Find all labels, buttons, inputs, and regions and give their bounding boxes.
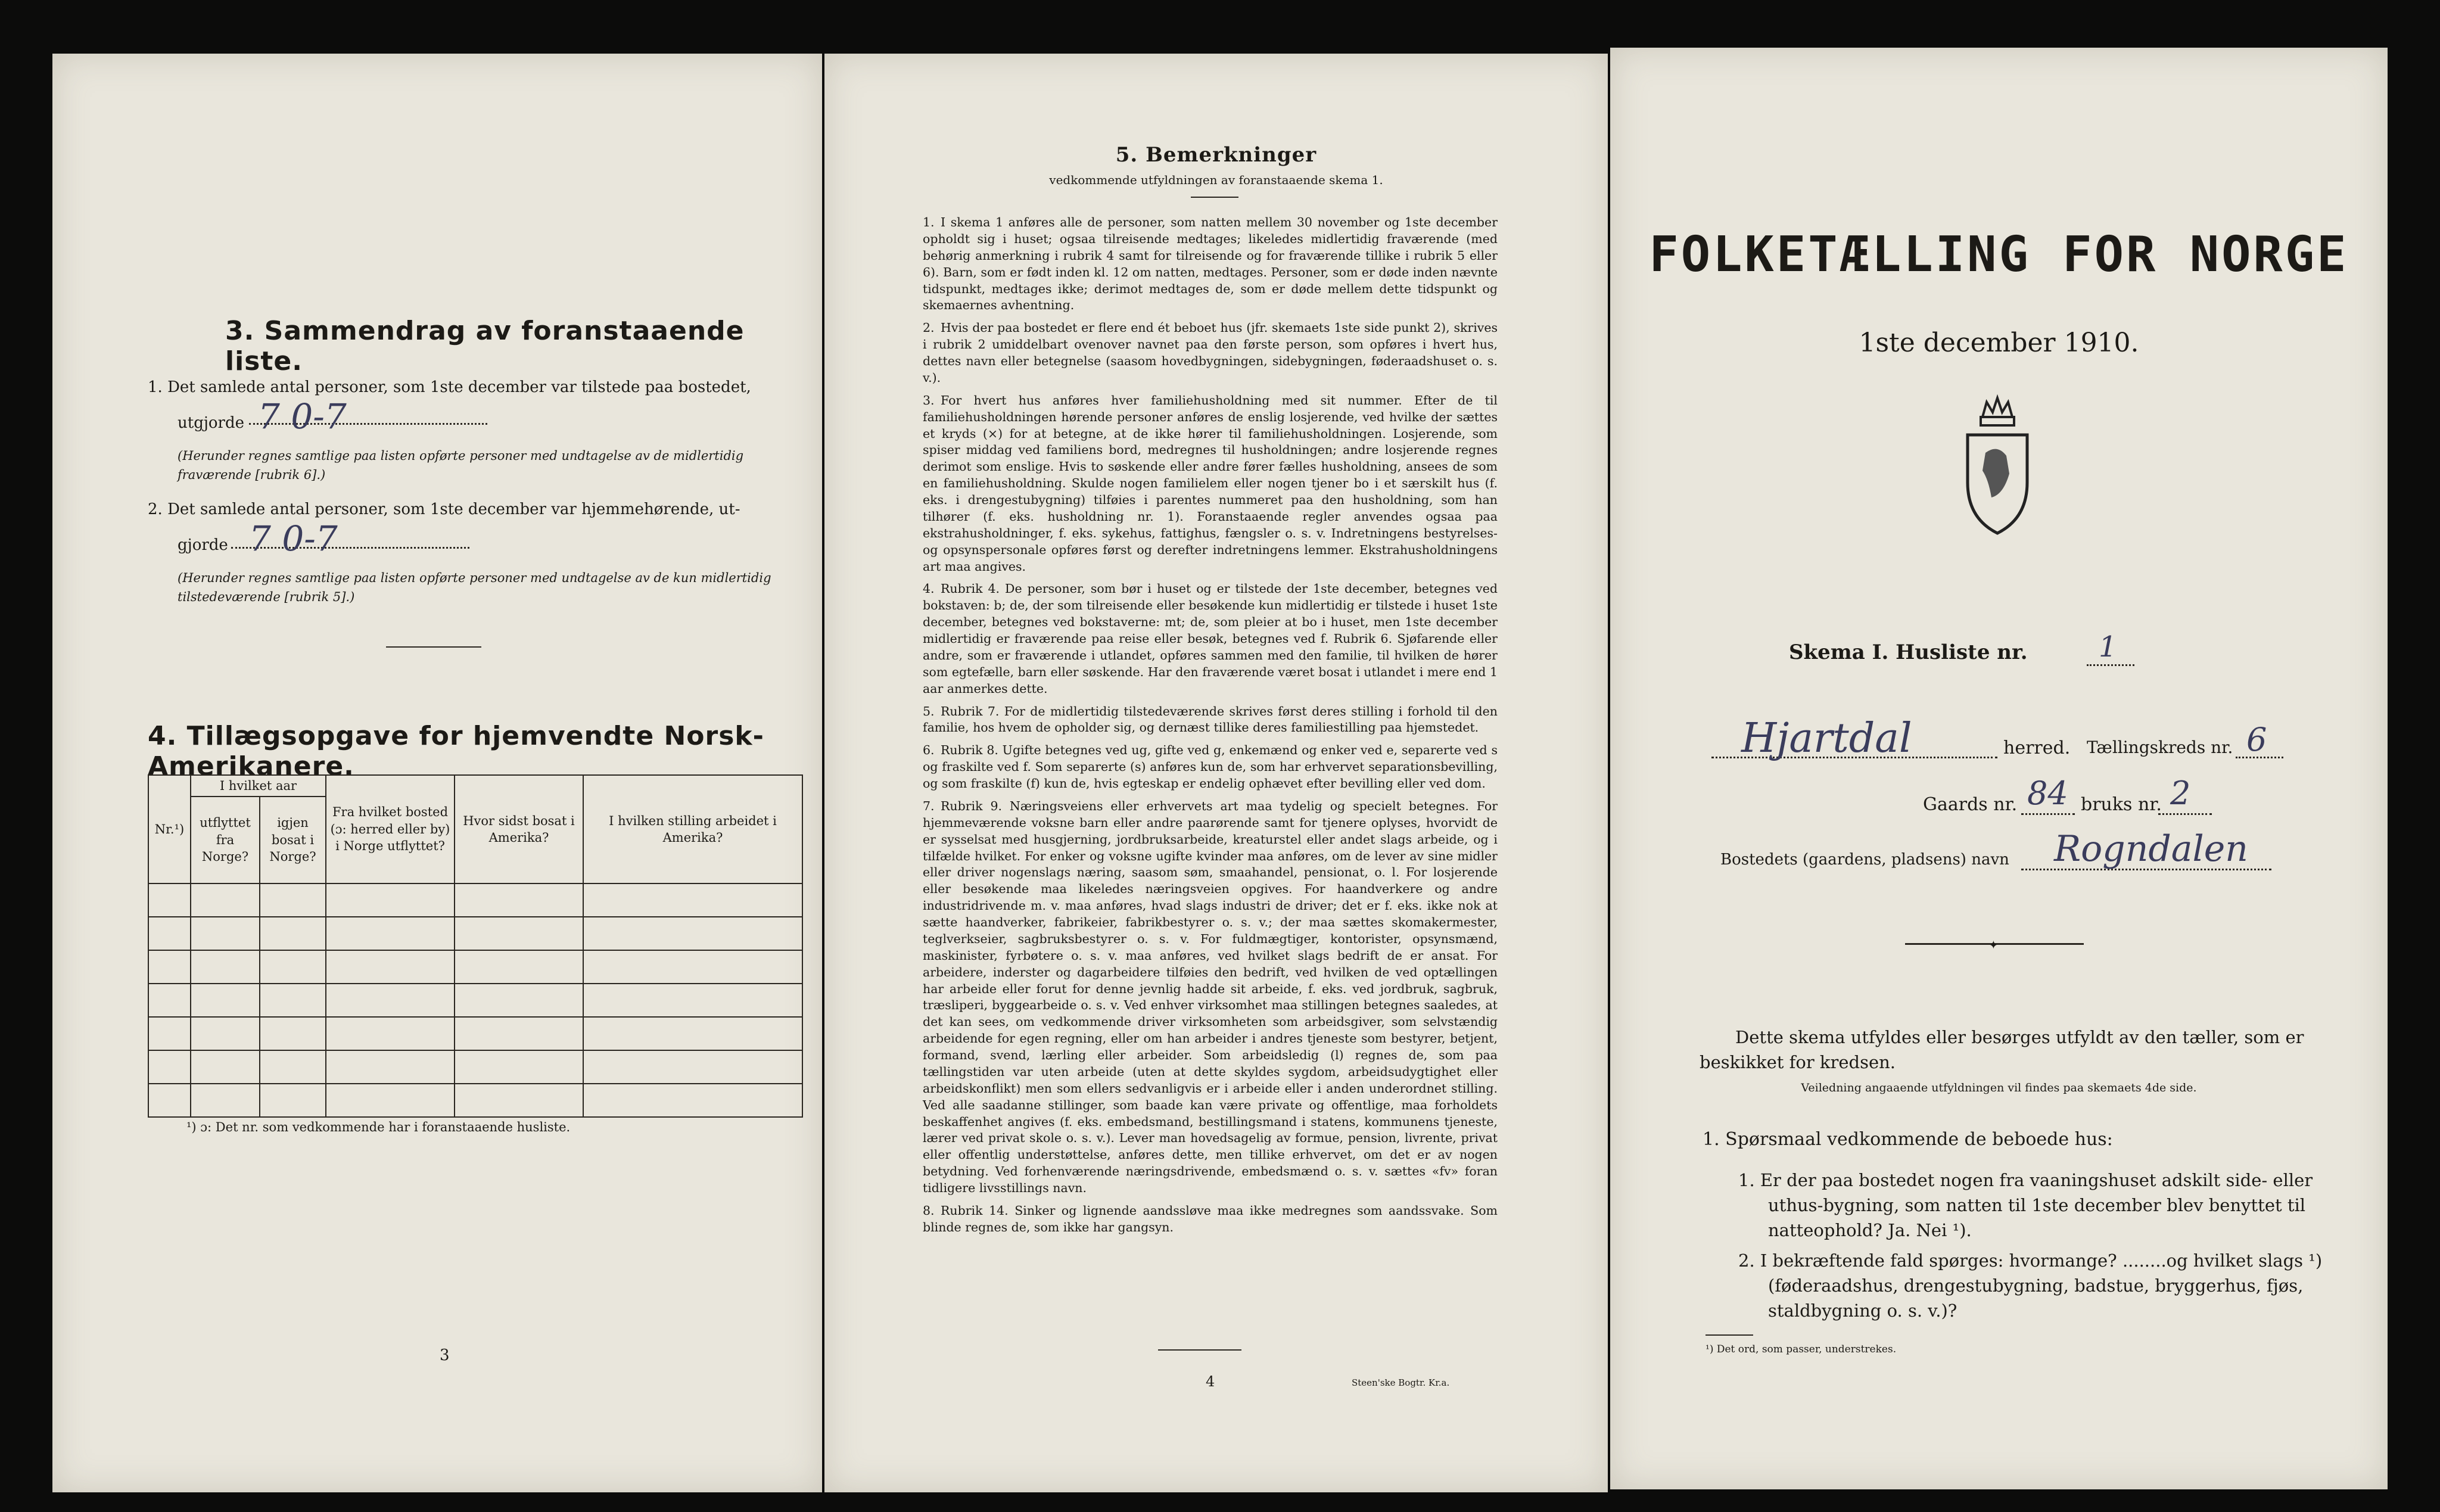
table-row [148, 1084, 802, 1117]
remark-1: 1. I skema 1 anføres alle de personer, som natten mellem 30 november og 1ste december opholdt sig i huset; ogsaa tilreisende medtages; likeledes midlertidig fraværende (med behørig anmerkning i rubrik 4 samt for tilreisende og for fraværende tillike i rubrik 5 eller 6). Barn, som er født inden kl. 12 om natten, medtages. Personer, som er døde inden nævnte tidspunkt, medtages ikke; derimot medtages de, som er døde mellem dette tidspunkt og skemaernes avhentning. [923, 215, 1498, 313]
remark-3: 3. For hvert hus anføres hver familiehusholdning med sit nummer. Efter de til familiehusholdningen hørende personer anføres de enslig losjerende, ved hvilke der sættes et kryds (×) for at betegne, at de ikke hører til familiehusholdningen. Losjerende, som spiser middag ved familiens bord, medregnes til husholdningen; andre losjerende regnes derimot som enslige. Hvis to søskende eller andre fører fælles husholdning, ansees de som en familiehusholdning. Skulde nogen familielem eller nogen tjener bo i et særskilt hus (f. eks. i drengestubygning) tilføies i parentes nummeret paa den husholdning, som han tilhører (f. eks. husholdning nr. 1). Foranstaaende regler anvendes ogsaa paa ekstrahusholdninger, f. eks. sykehus, fattighus, fængsler o. s. v. Indretningens bestyrelses- og opsynspersonale opføres først og derefter indretningens lemmer. Ekstrahusholdningens art maa angives. [923, 393, 1498, 574]
herred-label: herred. [2003, 738, 2071, 758]
item-1-prefix: utgjorde [178, 414, 245, 432]
col-from-where: Fra hvilket bosted (ɔ: herred eller by) i Norge utflyttet? [326, 775, 455, 883]
col-returned: igjen bosat i Norge? [260, 797, 326, 883]
item-1-note: (Herunder regnes samtlige paa listen opførte personer med undtagelse av de midlertidig fraværende [rubrik 6].) [178, 449, 744, 482]
bosted-name: Rogndalen [2054, 828, 2248, 870]
bosted-label: Bostedets (gaardens, pladsens) navn [1720, 851, 2009, 869]
instruction-text: Dette skema utfyldes eller besørges utfyldt av den tæller, som er beskikket for kredsen. [1700, 1027, 2304, 1073]
remarks-list [923, 214, 1498, 1242]
divider [1158, 1349, 1241, 1351]
form-date: 1ste december 1910. [1859, 328, 2139, 358]
kreds-label: Tællingskreds nr. [2087, 738, 2233, 757]
page-4 [824, 54, 1608, 1492]
bruks-number: 2 [2170, 774, 2191, 812]
section-4-title: 4. Tillægsopgave for hjemvendte Norsk-Amerikanere. [148, 721, 764, 782]
coat-of-arms-icon [1956, 393, 2039, 536]
divider [386, 646, 481, 648]
remarks-title: 5. Bemerkninger [1115, 143, 1317, 167]
col-emigrated: utflyttet fra Norge? [191, 797, 260, 883]
printer-mark: Steen'ske Bogtr. Kr.a. [1352, 1377, 1450, 1388]
question-1: 1. Er der paa bostedet nogen fra vaaningshuset adskilt side- eller uthus-bygning, som natten til 1ste december blev benyttet til natteophold? Ja. Nei ¹). [1738, 1170, 2313, 1241]
divider-ornament-icon: ✦ [1988, 938, 1999, 952]
col-nr: Nr.¹) [148, 775, 191, 883]
bruks-label: bruks nr. [2081, 794, 2162, 815]
gaards-label: Gaards nr. [1923, 794, 2018, 815]
table-row [148, 1017, 802, 1050]
gaards-number: 84 [2027, 774, 2068, 812]
norsk-amerikanere-table [148, 774, 803, 1118]
item-1-text: 1. Det samlede antal personer, som 1ste december var tilstede paa bostedet, [148, 378, 751, 396]
section-3-title: 3. Sammendrag av foranstaaende liste. [225, 316, 745, 377]
question-heading: 1. Spørsmaal vedkommende de beboede hus: [1703, 1129, 2113, 1150]
remark-7: 7. Rubrik 9. Næringsveiens eller erhvervets art maa tydelig og specielt betegnes. For hjemmeværende voksne barn eller andre paarørende samt for tjenere oplyses, hvorvidt de er sysselsat med husgjerning, jordbruksarbeide, kreaturstel eller andet slags arbeide, og i tilfælde hvilket. For enker og voksne ugifte kvinder maa anføres, om de lever av sine midler eller driver nogenslags næring, saasom søm, smaahandel, pensionat, o. l. For losjerende eller besøkende maa likeledes næringsveien opgives. For haandverkere og andre industridrivende m. v. maa anføres, hvad slags industri de driver; det er f. eks. ikke nok at sætte haandverker, fabrikeier, fabrikbestyrer o. s. v.; der maa sættes skomakermester, teglverkseier, sagbruksbestyrer o. s. v. For fuldmægtiger, kontorister, opsynsmænd, maskinister, fyrbøtere o. s. v. maa anføres, ved hvilket slags bedrift de er ansat. For arbeidere, inderster og dagarbeidere tilføies den bedrift, ved hvilken de ved optællingen har arbeide eller forut for denne jevnlig hadde sit arbeide, f. eks. ved jordbruk, sagbruk, træsliperi, byggearbeide o. s. v. Ved enhver virksomhet maa stillingen betegnes saaledes, at det kan sees, om vedkommende driver virksomheten som arbeidsgiver, som selvstændig arbeidende for egen regning, eller om han arbeider i andres tjeneste som bestyrer, betjent, formand, svend, lærling eller arbeider. Som arbeidsledig (l) regnes de, som paa tællingstiden var uten arbeide (uten at dette skyldes sygdom, arbeidsudygtighet eller arbeidskonflikt) men som ellers sedvanligvis er i arbeide eller i anden underordnet stilling. Ved alle saadanne stillinger, som baade kan være private og offentlige, maa forholdets beskaffenhet angives (f. eks. embedsmand, bestillingsmand i statens, kommunens tjeneste, lærer ved privat skole o. s. v.). Lever man hovedsagelig av formue, pension, livrente, privat eller offentlig understøttelse, anføres dette, men tillike erhvervet, om det er av nogen betydning. Ved forhenværende næringsdrivende, embedsmænd o. s. v. sættes «fv» foran tidligere livsstillings navn. [923, 798, 1498, 1195]
remark-5: 5. Rubrik 7. For de midlertidig tilstedeværende skrives først deres stilling i forhold til den familie, hos hvem de opholder sig, og dernæst tillike deres familiestilling paa hjemstedet. [923, 704, 1498, 735]
instruction-small: Veiledning angaaende utfyldningen vil findes paa skemaets 4de side. [1801, 1081, 2197, 1094]
footnote: ¹) ɔ: Det nr. som vedkommende har i foranstaaende husliste. [186, 1120, 571, 1134]
col-occupation: I hvilken stilling arbeidet i Amerika? [583, 775, 802, 883]
table-row [148, 883, 802, 917]
col-where-america: Hvor sidst bosat i Amerika? [455, 775, 583, 883]
page-number: 4 [1206, 1373, 1215, 1390]
kreds-number: 6 [2246, 721, 2267, 758]
herred-name: Hjartdal [1741, 715, 1912, 762]
form-title: FOLKETÆLLING FOR NORGE [1649, 226, 2349, 283]
item-2-note: (Herunder regnes samtlige paa listen opførte personer med undtagelse av de kun midlertidig tilstedeværende [rubrik 5].) [178, 571, 771, 604]
table-body [148, 883, 802, 1117]
item-2-prefix: gjorde [178, 536, 228, 554]
page-1-cover [1610, 48, 2388, 1489]
page-3 [52, 54, 822, 1492]
item-2-handwriting: 7 0-7 [249, 518, 338, 559]
item-1-handwriting: 7 0-7 [258, 396, 347, 437]
remark-8: 8. Rubrik 14. Sinker og lignende aandssløve maa ikke medregnes som aandssvake. Som blinde regnes de, som ikke har gangsyn. [923, 1203, 1498, 1234]
footnote: ¹) Det ord, som passer, understrekes. [1705, 1343, 1897, 1355]
question-2: 2. I bekræftende fald spørges: hvormange? ........og hvilket slags ¹) (føderaadshus, drengestubygning, badstue, bryggerhus, fjøs, staldbygning o. s. v.)? [1738, 1250, 2323, 1321]
table-row [148, 984, 802, 1017]
table-row [148, 1050, 802, 1084]
remark-4: 4. Rubrik 4. De personer, som bør i huset og er tilstede der 1ste december, betegnes ved bokstaven: b; de, der som tilreisende eller besøkende kun midlertidig er tilstede i huset 1ste december, betegnes ved bokstaverne: mt; de, som pleier at bo i huset, men 1ste december midlertidig er fraværende paa reise eller besøk, betegnes ved f. Rubrik 6. Sjøfarende eller andre, som er fraværende i utlandet, opføres sammen med den familie, til hvilken de hører som egtefælle, barn eller søskende. Har den fraværende været bosat i utlandet i mere end 1 aar anmerkes dette. [923, 581, 1498, 696]
item-2-text: 2. Det samlede antal personer, som 1ste december var hjemmehørende, ut- [148, 500, 740, 518]
page-number: 3 [440, 1346, 450, 1364]
table-row [148, 950, 802, 984]
divider [1705, 1334, 1753, 1336]
divider [1191, 197, 1238, 198]
skema-label: Skema I. Husliste nr. [1789, 640, 2028, 664]
remarks-subtitle: vedkommende utfyldningen av foranstaaende skema 1. [1049, 173, 1383, 187]
remark-6: 6. Rubrik 8. Ugifte betegnes ved ug, gifte ved g, enkemænd og enker ved e, separerte ved s og fraskilte ved f. Som separerte (s) anføres kun de, som har erhvervet separationsbevilling, og som fraskilte (f) kun de, hvis egteskap er endelig ophævet efter bevilling eller ved dom. [923, 743, 1498, 791]
husliste-number: 1 [2099, 630, 2117, 664]
table-row [148, 917, 802, 950]
col-group-year: I hvilket aar [191, 775, 326, 797]
remark-2: 2. Hvis der paa bostedet er flere end ét beboet hus (jfr. skemaets 1ste side punkt 2), skrives i rubrik 2 umiddelbart ovenover navnet paa den første person, som opføres i hvert hus, dettes navn eller betegnelse (saasom hovedbygningen, sidebygningen, føderaadshuset o. s. v.). [923, 321, 1498, 385]
